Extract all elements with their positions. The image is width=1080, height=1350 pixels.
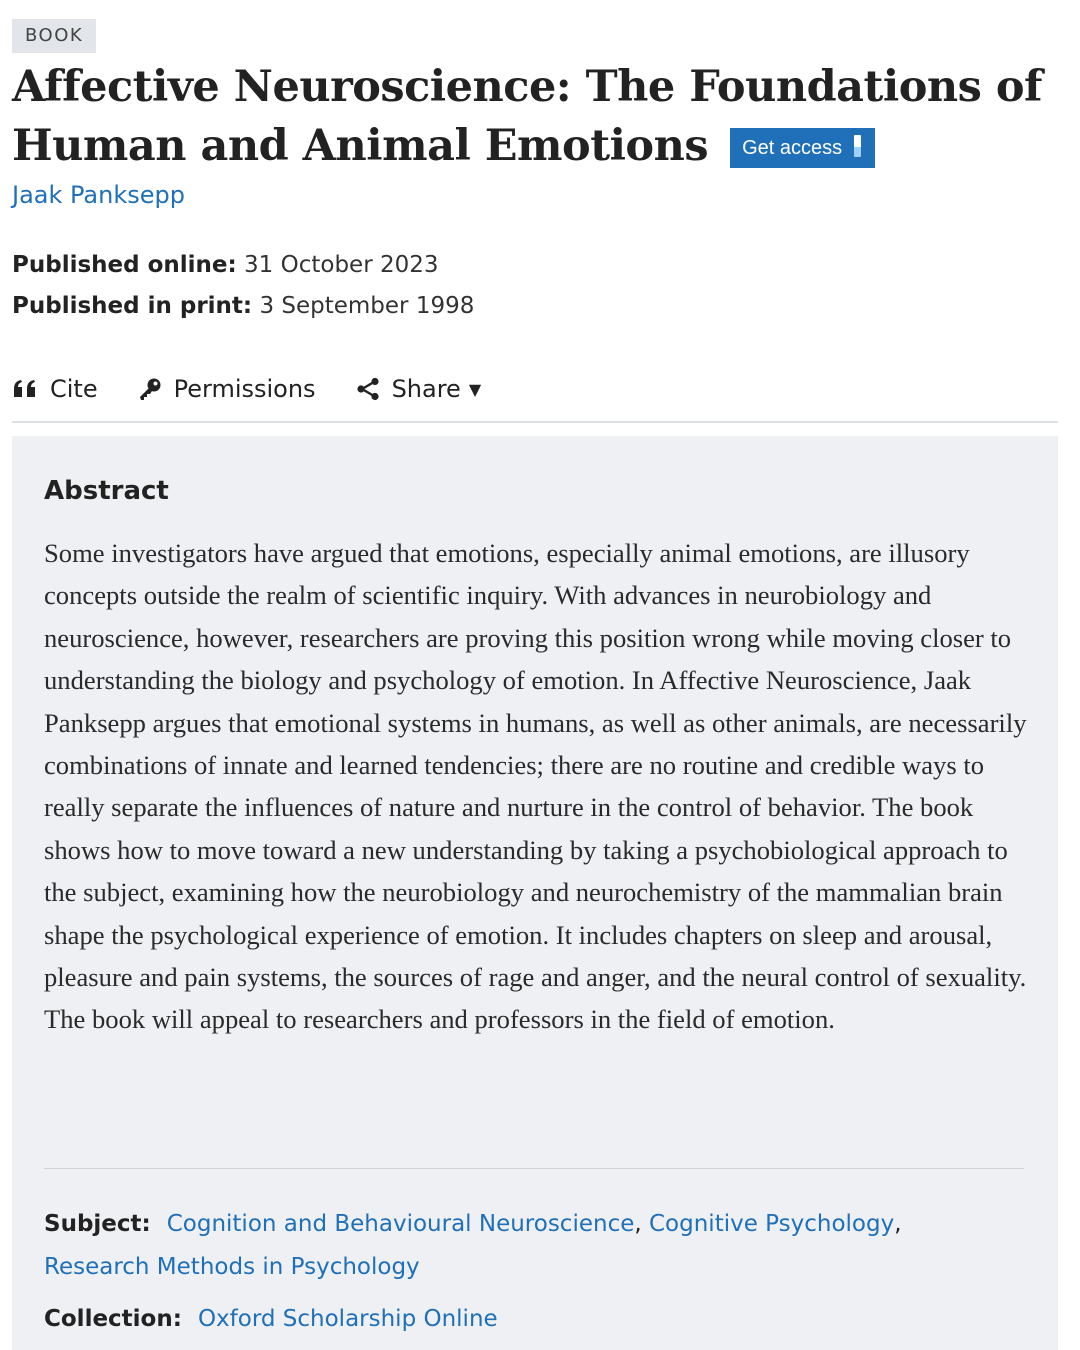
abstract-heading: Abstract xyxy=(44,476,169,506)
cite-button[interactable] xyxy=(12,375,98,403)
published-print-label: Published in print: xyxy=(12,293,253,319)
collection-label: Collection: xyxy=(44,1306,182,1332)
title-text: Affective Neuroscience: The Foundations of Human and Animal Emotions xyxy=(12,62,1043,171)
subject-link-research-methods[interactable]: Research Methods in Psychology xyxy=(44,1254,420,1280)
abstract-text: Some investigators have argued that emotions, especially animal emotions, are illusory concepts outside the realm of scientific inquiry. With advances in neurobiology and neuroscience, however, researchers are proving this position wrong while moving closer to understanding the biology and psychology of emotion. In Affective Neuroscience, Jaak Panksepp argues that emotional systems in humans, as well as other animals, are necessarily combinations of innate and learned tendencies; there are no routine and credible ways to really separate the influences of nature and nurture in the control of behavior. The book shows how to move toward a new understanding by taking a psychobiological approach to the subject, examining how the neurobiology and neurochemistry of the mammalian brain shape the psychological experience of emotion. It includes chapters on sleep and arousal, pleasure and pain systems, the sources of rage and anger, and the neural control of sexuality. The book will appeal to researchers and professors in the field of emotion. xyxy=(44,538,1027,1035)
collection-row xyxy=(44,1298,1034,1341)
published-online-date: 31 October 2023 xyxy=(244,252,439,278)
subject-label: Subject: xyxy=(44,1211,151,1237)
abstract-divider xyxy=(44,1168,1024,1169)
quote-icon xyxy=(12,379,38,399)
collection-link[interactable]: Oxford Scholarship Online xyxy=(197,1306,498,1332)
share-button[interactable] xyxy=(356,375,482,403)
published-print-date: 3 September 1998 xyxy=(259,293,475,319)
share-label: Share xyxy=(391,375,461,403)
share-icon xyxy=(356,377,380,401)
lock-icon xyxy=(854,135,861,157)
permissions-button[interactable] xyxy=(138,375,316,403)
action-bar xyxy=(12,371,481,407)
key-icon xyxy=(138,377,162,401)
published-online xyxy=(12,252,439,278)
author-link[interactable]: Jaak Panksepp xyxy=(12,181,185,209)
content-type-badge: BOOK xyxy=(12,19,96,53)
abstract-panel xyxy=(12,436,1058,1350)
subject-link-cognitive-psychology[interactable]: Cognitive Psychology xyxy=(649,1211,895,1237)
caret-down-icon: ▼ xyxy=(468,379,482,399)
subject-row: Subject: Cognition and Behavioural Neuroscience, Cognitive Psychology, Research Methods in Psychology xyxy=(44,1211,902,1280)
published-online-label: Published online: xyxy=(12,252,237,278)
permissions-label: Permissions xyxy=(173,375,316,403)
divider xyxy=(12,421,1058,423)
published-print xyxy=(12,293,474,319)
get-access-label: Get access xyxy=(742,137,843,159)
get-access-button[interactable] xyxy=(730,128,875,168)
subject-link-cognition[interactable]: Cognition and Behavioural Neuroscience xyxy=(166,1211,635,1237)
cite-label: Cite xyxy=(50,375,98,403)
page-title xyxy=(12,58,1062,176)
